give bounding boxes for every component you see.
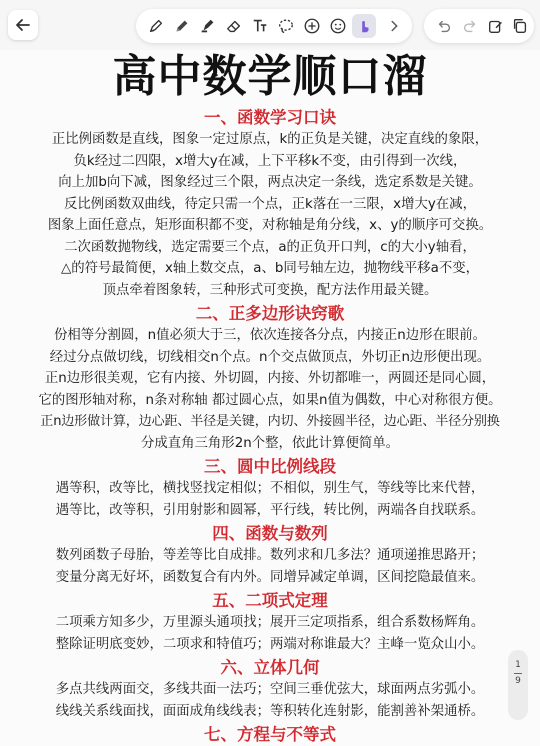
pencil-icon <box>173 17 191 35</box>
section-heading: 六、立体几何 <box>220 658 320 677</box>
pencil-tool[interactable] <box>172 16 192 36</box>
back-arrow-icon <box>13 15 33 35</box>
text-line: 正n边形做计算，边心距、半径是关键，内切、外接圆半径，边心距、半径分别换 <box>40 414 500 429</box>
text-line: 二项乘方知多少，万里源头通项找；展开三定项指系，组合系数杨辉角。 <box>55 615 485 630</box>
edit-button[interactable] <box>486 16 506 36</box>
text-line: 反比例函数双曲线，待定只需一个点，正k落在一三限，x增大y在减， <box>64 196 476 212</box>
text-line: 变量分离无好坏，函数复合有内外。同增异减定单调，区间挖隐最值来。 <box>55 569 485 585</box>
text-line: 负k经过二四限，x增大y在减，上下平移k不变，由引得到一次线， <box>73 153 467 169</box>
section-heading: 五、二项式定理 <box>212 591 328 610</box>
chevron-right-icon <box>385 17 403 35</box>
text-line: 数列函数子母胎，等差等比自成排。数列求和几多法？通项递推思路开； <box>55 548 485 563</box>
text-line: 顶点牵着图象转，三种形式可变换，配方法作用最关键。 <box>102 282 438 298</box>
text-line: 遇等比，改等积，引用射影和圆幂，平行线，转比例，两端各自找联系。 <box>55 502 485 518</box>
section-heading: 二、正多边形诀窍歌 <box>195 304 345 323</box>
eraser-tool[interactable] <box>224 16 244 36</box>
page-separator <box>514 673 522 674</box>
section-heading: 一、函数学习口诀 <box>204 108 336 127</box>
copy-button[interactable] <box>510 16 530 36</box>
emoji-tool[interactable] <box>328 16 348 36</box>
finger-icon <box>355 17 373 35</box>
redo-icon <box>461 17 479 35</box>
page-title: 高中数学顺口溜 <box>112 51 428 102</box>
text-line: 分成直角三角形2n个整，依此计算便简单。 <box>140 435 400 451</box>
back-button[interactable] <box>8 10 38 40</box>
text-line: 线线关系线面找，面面成角线线表；等积转化连射影，能割善补架通桥。 <box>55 703 485 719</box>
more-tools-button[interactable] <box>384 16 404 36</box>
lasso-tool[interactable] <box>276 16 296 36</box>
undo-button[interactable] <box>434 16 454 36</box>
section-heading: 七、方程与不等式 <box>204 725 336 744</box>
text-line: △的符号最简便，x轴上数交点，a、b同号轴左边，抛物线平移a不变， <box>60 261 480 276</box>
text-line: 经过分点做切线，切线相交n个点。n个交点做顶点，外切正n边形便出现。 <box>49 349 491 365</box>
text-line: 正比例函数是直线，图象一定过原点，k的正负是关键，决定直线的象限， <box>51 132 489 147</box>
finger-tool[interactable] <box>352 14 376 38</box>
text-line: 它的图形轴对称，n条对称轴 都过圆心点，如果n值为偶数，中心对称很方便。 <box>38 392 502 408</box>
text-tool[interactable] <box>250 16 270 36</box>
pen-icon <box>147 17 165 35</box>
undo-icon <box>435 17 453 35</box>
eraser-icon <box>225 17 243 35</box>
copy-icon <box>511 17 529 35</box>
highlighter-tool[interactable] <box>198 16 218 36</box>
emoji-icon <box>329 17 347 35</box>
highlighter-icon <box>199 17 217 35</box>
text-line: 份相等分割圆，n值必须大于三，依次连接各分点，内接正n边形在眼前。 <box>53 328 487 343</box>
history-tools <box>424 9 534 43</box>
lasso-icon <box>277 17 295 35</box>
text-line: 整除证明底变妙，二项求和特值巧；两端对称谁最大？主峰一览众山小。 <box>55 636 485 652</box>
text-line: 遇等积，改等比，横找竖找定相似；不相似，别生气，等线等比来代替， <box>55 481 485 496</box>
edit-icon <box>487 17 505 35</box>
total-pages: 9 <box>515 676 521 686</box>
text-line: 正n边形很美观，它有内接、外切圆，内接、外切都唯一，两圆还是同心圆， <box>44 371 496 386</box>
page-indicator[interactable] <box>508 650 528 720</box>
annotation-toolbar <box>0 0 540 50</box>
section-heading: 四、函数与数列 <box>212 524 328 543</box>
current-page: 1 <box>515 660 521 670</box>
section-heading: 三、圆中比例线段 <box>204 457 336 476</box>
text-line: 图象上面任意点，矩形面积都不变，对称轴是角分线，x、y的顺序可交换。 <box>47 218 493 233</box>
add-icon <box>303 17 321 35</box>
text-tool-icon <box>251 17 269 35</box>
add-tool[interactable] <box>302 16 322 36</box>
pen-tool[interactable] <box>146 16 166 36</box>
document-body <box>0 107 540 746</box>
text-line: 多点共线两面交，多线共面一法巧；空间三垂优弦大，球面两点劣弧小。 <box>55 682 485 697</box>
text-line: 向上加b向下减，图象经过三个限，两点决定一条线，选定系数是关键。 <box>58 175 482 190</box>
text-line: 二次函数抛物线，选定需要三个点，a的正负开口判，c的大小y轴看， <box>64 239 476 255</box>
drawing-tools <box>136 9 412 43</box>
redo-button[interactable] <box>460 16 480 36</box>
document-page <box>0 50 540 744</box>
